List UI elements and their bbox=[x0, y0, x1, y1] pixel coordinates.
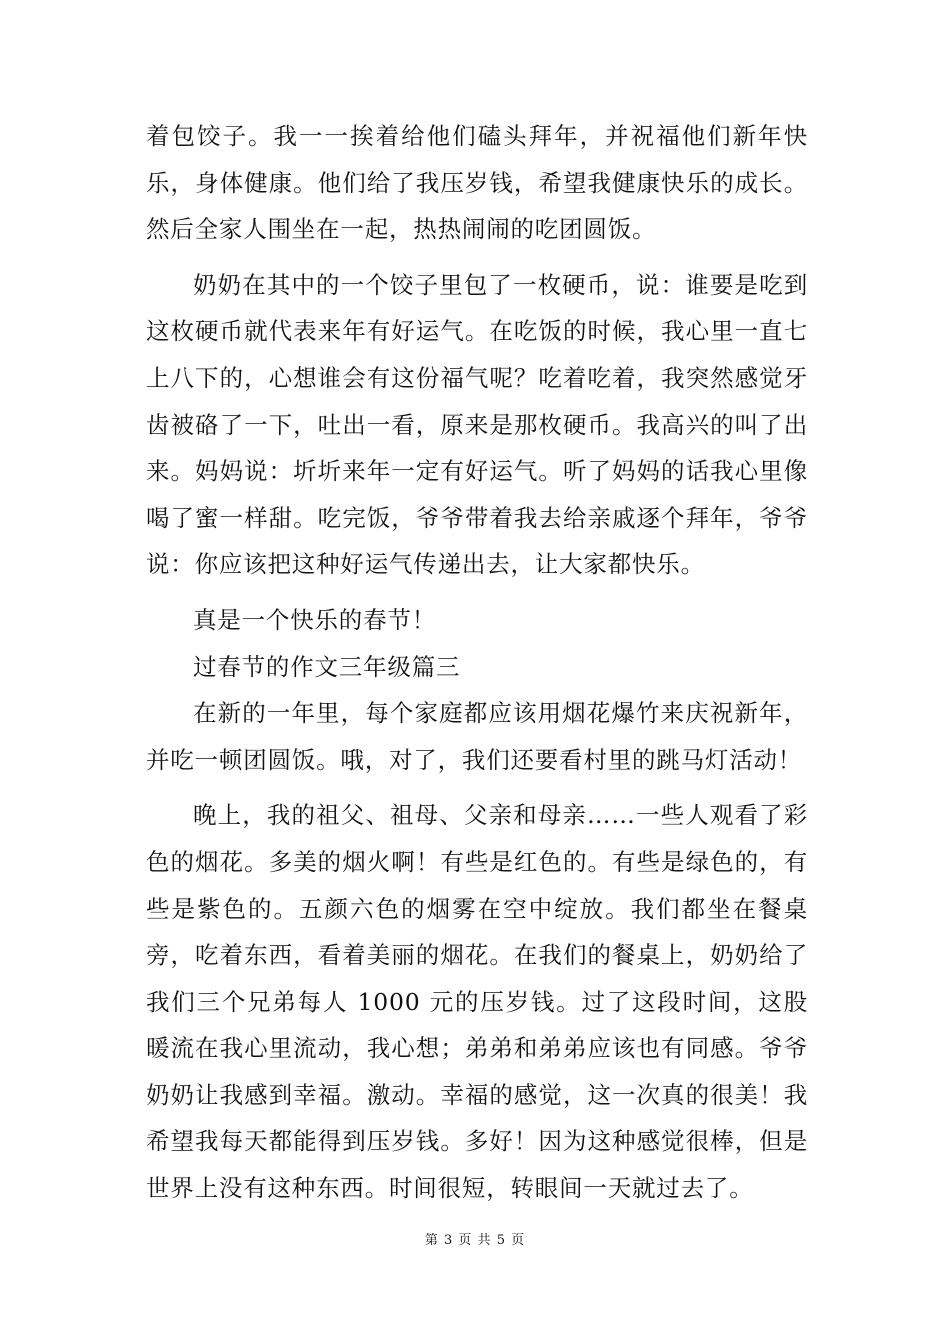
paragraph-gap bbox=[146, 588, 808, 597]
section-heading: 过春节的作文三年级篇三 bbox=[193, 652, 461, 681]
paragraph-3: 真是一个快乐的春节！ bbox=[193, 605, 436, 634]
paragraph-2: 奶奶在其中的一个饺子里包了一枚硬币，说：谁要是吃到这枚硬币就代表来年有好运气。在吃饭的时候，我心里一直七上八下的，心想谁会有这份福气呢？吃着吃着，我突然感觉牙齿被硌了一下，吐出一看，原来是那枚硬币。我高兴的叫了出来。妈妈说：圻圻来年一定有好运气。听了妈妈的话我心里像喝了蜜一样甜。吃完饭，爷爷带着我去给亲戚逐个拜年，爷爷说：你应该把这种好运气传递出去，让大家都快乐。 bbox=[146, 270, 808, 579]
paragraph-4: 在新的一年里，每个家庭都应该用烟花爆竹来庆祝新年，并吃一顿团圆饭。哦，对了，我们还要看村里的跳马灯活动！ bbox=[146, 699, 808, 774]
paragraph-5: 晚上，我的祖父、祖母、父亲和母亲……一些人观看了彩色的烟花。多美的烟火啊！有些是红色的。有些是绿色的，有些是紫色的。五颜六色的烟雾在空中绽放。我们都坐在餐桌旁，吃着东西，看着美丽的烟花。在我们的餐桌上，奶奶给了我们三个兄弟每人 1000 元的压岁钱。过了这段时间，这股暖流在我心里流动，我心想；弟弟和弟弟应该也有同感。爷爷奶奶让我感到幸福。激动。幸福的感觉，这一次真的很美！我希望我每天都能得到压岁钱。多好！因为这种感觉很棒，但是世界上没有这种东西。时间很短，转眼间一天就过去了。 bbox=[146, 801, 808, 1203]
document-body bbox=[146, 113, 808, 1212]
paragraph-1: 着包饺子。我一一挨着给他们磕头拜年，并祝福他们新年快乐，身体健康。他们给了我压岁钱，希望我健康快乐的成长。然后全家人围坐在一起，热热闹闹的吃团圆饭。 bbox=[146, 122, 808, 244]
paragraph-gap bbox=[146, 253, 808, 262]
page-number-footer: 第 3 页 共 5 页 bbox=[424, 1233, 526, 1248]
paragraph-gap bbox=[146, 783, 808, 792]
